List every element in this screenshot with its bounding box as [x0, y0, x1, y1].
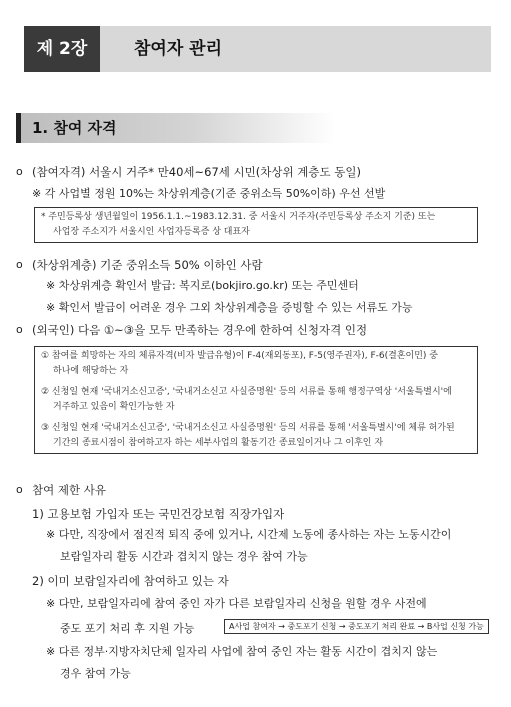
foreigner-condition-line: ② 신청일 현재 '국내거소신고증', '국내거소신고 사실증명원' 등의 서류를 통해 행정구역상 '서울특별시'에: [41, 387, 452, 397]
low-income-main: (차상위계층) 기준 중위소득 50% 이하인 사람: [32, 258, 263, 272]
eligibility-box-line: * 주민등록상 생년월일이 1956.1.1.~1983.12.31. 중 서울시 거주자(주민등록상 주소지 기준) 또는: [41, 212, 436, 222]
foreigner-condition-line: ① 참여를 희망하는 자의 체류자격(비자 발급유형)이 F-4(재외동포), F-5(영주권자), F-6(결혼이민) 중: [41, 351, 438, 361]
eligibility-note-box: [34, 207, 478, 243]
section-title: 1. 참여 자격: [32, 119, 117, 137]
restriction-item-2-note: ※ 다만, 보람일자리에 참여 중인 자가 다른 보람일자리 신청을 원할 경우 사전에: [46, 597, 427, 610]
chapter-number-label: 제 2장: [24, 26, 100, 72]
restriction-item-2-note: 중도 포기 처리 후 지원 가능: [60, 622, 195, 635]
foreigner-condition-line: 거주하고 있음이 확인가능한 자: [53, 402, 175, 412]
restriction-item-1-note: ※ 다만, 직장에서 점진적 퇴직 중에 있거나, 시간제 노동에 종사하는 자는 노동시간이: [46, 528, 452, 541]
restriction-item-3-note: 경우 참여 가능: [60, 667, 131, 680]
section-header-accent-bar: [16, 113, 21, 143]
foreigner-condition-line: ③ 신청일 현재 '국내거소신고증', '국내거소신고 사실증명원' 등의 서류를 통해 '서울특별시'에 체류 허가된: [41, 423, 455, 433]
restriction-item-3-note: ※ 다른 정부·지방자치단체 일자리 사업에 참여 중인 자는 활동 시간이 겹치지 않는: [46, 645, 438, 658]
eligibility-box-line: 사업장 주소지가 서울시인 사업자등록증 상 대표자: [53, 227, 250, 237]
foreigner-conditions-box: [34, 346, 478, 454]
restriction-item-2: 2) 이미 보람일자리에 참여하고 있는 자: [32, 574, 229, 588]
bullet-circle: o: [16, 323, 23, 336]
foreigner-main: (외국인) 다음 ①~③을 모두 만족하는 경우에 한하여 신청자격 인정: [32, 323, 368, 337]
foreigner-condition-line: 하나에 해당하는 자: [53, 366, 129, 376]
eligibility-main: (참여자격) 서울시 거주* 만40세~67세 시민(차상위 계층도 동일): [32, 165, 361, 179]
low-income-note: ※ 확인서 발급이 어려운 경우 그외 차상위계층을 증빙할 수 있는 서류도 가능: [46, 301, 413, 314]
restriction-item-1: 1) 고용보험 가입자 또는 국민건강보험 직장가입자: [32, 507, 285, 521]
mid-quit-flow-box: A사업 참여자 → 중도포기 신청 → 중도포기 처리 완료 → B사업 신청 가능: [224, 619, 489, 634]
bullet-circle: o: [16, 258, 23, 271]
eligibility-note: ※ 각 사업별 정원 10%는 차상위계층(기준 중위소득 50%이하) 우선 선발: [32, 187, 386, 200]
bullet-circle: o: [16, 483, 23, 496]
restrictions-main: 참여 제한 사유: [32, 483, 106, 497]
low-income-note: ※ 차상위계층 확인서 발급: 복지로(bokjiro.go.kr) 또는 주민센터: [46, 279, 359, 292]
bullet-circle: o: [16, 165, 23, 178]
foreigner-condition-line: 기간의 종료시점이 참여하고자 하는 세부사업의 활동기간 종료일이거나 그 이후인 자: [53, 438, 384, 448]
chapter-title: 참여자 관리: [134, 39, 223, 59]
restriction-item-1-note: 보람일자리 활동 시간과 겹치지 않는 경우 참여 가능: [60, 550, 308, 563]
